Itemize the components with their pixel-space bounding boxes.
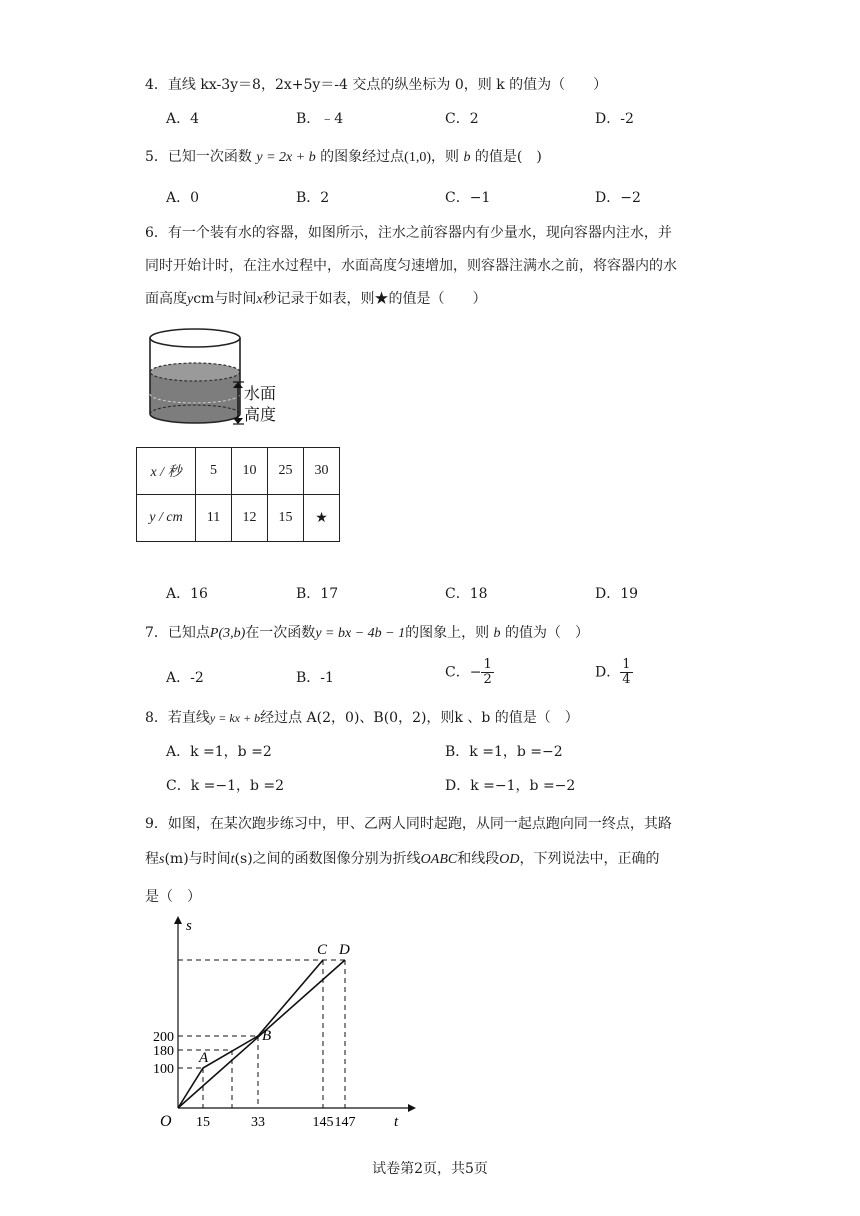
q8-option-d: D．k =−1，b =−2 — [445, 778, 576, 794]
container-rim — [150, 329, 240, 347]
q6-option-b: B．17 — [296, 586, 339, 602]
fraction: $\frac{1}{2}$ — [483, 657, 492, 687]
y-tick-label: 200 — [153, 1030, 174, 1045]
x-tick-label: 145 — [312, 1115, 334, 1130]
table-header-y: y / cm — [137, 495, 196, 542]
page-footer: 试卷第2页，共5页 — [372, 1161, 488, 1177]
y-axis-arrow — [174, 916, 182, 924]
q5-option-a: A．0 — [166, 190, 200, 206]
table-cell: 11 — [196, 495, 232, 542]
q5-stem: 5．已知一次函数 y = 2x + b 的图象经过点(1,0)，则 b 的值是( ) — [145, 149, 542, 165]
q6-line3: 面高度ycm与时间x秒记录于如表，则★的值是（ ） — [145, 291, 487, 307]
q9-line3: 是（ ） — [145, 889, 201, 905]
point-label-d: D — [339, 942, 350, 958]
series-oabc-line — [178, 960, 323, 1108]
point-label-b: B — [262, 1028, 272, 1044]
distance-time-chart — [140, 912, 420, 1132]
x-axis-arrow — [408, 1104, 416, 1112]
q4-option-c: C．2 — [445, 111, 479, 127]
q5-function: y = 2x + b — [256, 150, 316, 165]
q4-option-d: D．-2 — [595, 111, 634, 127]
q8-option-b: B．k =1，b =−2 — [445, 744, 563, 760]
origin-label: O — [160, 1113, 172, 1130]
q8-function: y = kx + b — [209, 711, 261, 725]
table-cell: 10 — [232, 448, 268, 495]
q7-option-a: A．-2 — [166, 670, 204, 686]
q7-function: y = bx − 4b − 1 — [315, 626, 406, 641]
y-axis-label: s — [186, 918, 192, 934]
height-label-1: 水面 — [244, 384, 277, 403]
table-cell: 5 — [196, 448, 232, 495]
q4-option-b: B．﹣4 — [296, 111, 344, 127]
q7-option-d: D． $\frac{1}{4}$ — [595, 657, 631, 687]
q6-option-d: D．19 — [595, 586, 639, 602]
q5-option-c: C．−1 — [445, 190, 491, 206]
q7-stem: 7．已知点P(3,b)在一次函数y = bx − 4b − 1的图象上，则 b 的值为（ ） — [145, 625, 589, 641]
q6-line1: 6．有一个装有水的容器，如图所示，注水之前容器内有少量水，现向容器内注水，并 — [145, 225, 672, 241]
q8-option-a: A．k =1，b =2 — [166, 744, 272, 760]
x-axis-label: t — [394, 1114, 399, 1130]
q7-point: P(3,b) — [209, 626, 246, 641]
star-cell: ★ — [304, 495, 340, 542]
table-row — [137, 448, 340, 495]
y-tick-label: 180 — [153, 1044, 174, 1059]
water-surface — [150, 363, 240, 381]
table-header-x: x / 秒 — [137, 448, 196, 495]
q7-option-b: B．-1 — [296, 670, 334, 686]
q6-line2: 同时开始计时，在注水过程中，水面高度匀速增加，则容器注满水之前，将容器内的水 — [145, 258, 677, 274]
table-cell: 12 — [232, 495, 268, 542]
q4-stem: 4．直线 kx-3y＝8，2x+5y＝-4 交点的纵坐标为 0，则 k 的值为（ ） — [145, 77, 608, 93]
q6-option-c: C．18 — [445, 586, 488, 602]
y-tick-label: 100 — [153, 1062, 174, 1077]
q4-option-a: A．4 — [166, 111, 200, 127]
x-tick-label: 15 — [196, 1115, 210, 1130]
q7-option-c: C．− $\frac{1}{2}$ — [445, 657, 492, 687]
q5-point: (1,0) — [404, 150, 431, 165]
q9-line1: 9．如图，在某次跑步练习中，甲、乙两人同时起跑，从同一起点跑向同一终点，其路 — [145, 816, 672, 832]
q5-option-d: D．−2 — [595, 190, 641, 206]
q6-data-table — [136, 447, 340, 542]
x-tick-label: 147 — [334, 1115, 356, 1130]
table-row — [137, 495, 340, 542]
x-tick-label: 33 — [251, 1115, 265, 1130]
q9-line2: 程s(m)与时间t(s)之间的函数图像分别为折线OABC和线段OD，下列说法中，正确的 — [145, 851, 660, 867]
point-label-c: C — [317, 942, 328, 958]
table-cell: 15 — [268, 495, 304, 542]
fraction: $\frac{1}{4}$ — [622, 657, 631, 687]
q6-option-a: A．16 — [166, 586, 208, 602]
water-container-figure — [140, 322, 290, 440]
height-label-2: 高度 — [244, 405, 277, 424]
table-cell: 30 — [304, 448, 340, 495]
point-label-a: A — [199, 1050, 209, 1066]
table-cell: 25 — [268, 448, 304, 495]
q5-option-b: B．2 — [296, 190, 330, 206]
q8-option-c: C．k =−1，b =2 — [166, 778, 285, 794]
q8-stem: 8．若直线y = kx + b经过点 A(2，0)、B(0，2)，则k 、b 的值是（ ） — [145, 710, 579, 726]
